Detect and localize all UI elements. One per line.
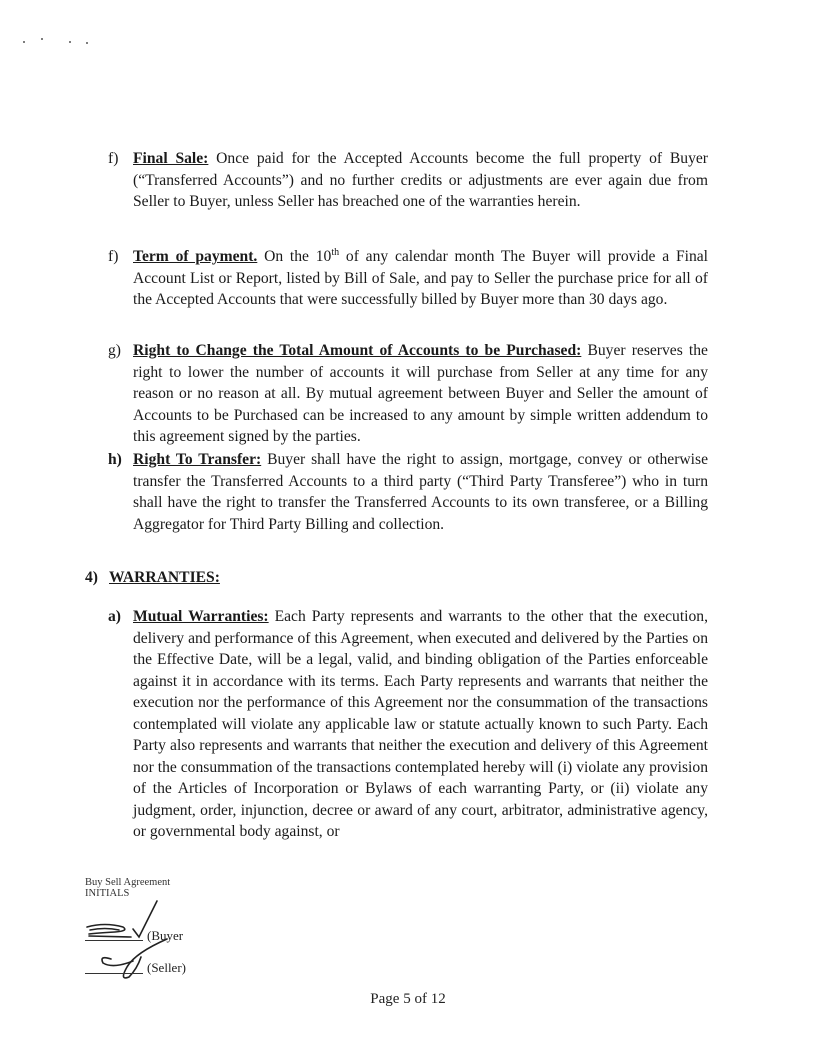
clause-heading: Right To Transfer: [133,451,262,468]
clause-heading: Term of payment. [133,248,258,265]
footer-initials-label: INITIALS [85,888,130,899]
clause-heading: Mutual Warranties: [133,608,269,625]
scan-specks [0,0,200,60]
scan-speck [23,41,25,43]
section-title: WARRANTIES: [109,569,220,586]
buyer-initials-line [85,940,143,941]
clause-mutual-warranties [108,606,708,843]
initials-block [85,897,225,987]
clause-heading: Final Sale: [133,150,209,167]
clause-text: Once paid for the Accepted Accounts become the full property of Buyer (“Transferred Accounts”) and no further credits or adjustments are ever again due from Seller to Buyer, unless Seller has breached one of the warranties herein. [133,150,708,210]
buyer-label: (Buyer [147,928,184,943]
clause-label: f) [108,150,119,167]
clause-label: a) [108,608,121,625]
clause-text: Buyer shall have the right to assign, mortgage, convey or otherwise transfer the Transferred Accounts to a third party (“Third Party Transferee”) who in turn shall have the right to transfer the Transferred Accounts to its own transferee, or a Billing Aggregator for Third Party Billing and collection. [133,451,708,533]
clause-body [133,246,708,311]
clause-text: Buyer reserves the right to lower the number of accounts it will purchase from Seller at any time for any reason or no reason at all. By mutual agreement between Buyer and Seller the amount of Accounts to be Purchased can be increased to any amount by simple written addendum to this agreement signed by the parties. [133,342,708,445]
scan-speck [41,38,43,40]
clause-text: of any calendar month The Buyer will provide a Final Account List or Report, listed by Bill of Sale, and pay to Seller the purchase price for all of the Accepted Accounts that were successfully billed by Buyer more than 30 days ago. [133,248,709,308]
footer-agreement-name: Buy Sell Agreement [85,877,171,888]
clause-heading: Right to Change the Total Amount of Accounts to be Purchased: [133,342,582,359]
section-heading-warranties [85,567,220,589]
clause-body [133,449,708,535]
page-number: Page 5 of 12 [370,991,446,1007]
section-number: 4) [85,569,98,586]
clause-term-of-payment [108,246,708,311]
clause-body [133,148,708,213]
ordinal-suffix: th [331,247,340,258]
seller-label: (Seller) [147,960,186,975]
seller-initials-line [85,973,143,974]
clause-right-to-transfer [108,449,708,535]
clause-label: f) [108,248,119,265]
clause-label: h) [108,451,122,468]
clause-right-to-change [108,340,708,448]
clause-body [133,606,708,843]
clause-final-sale [108,148,708,213]
clause-body [133,340,708,448]
scan-speck [69,41,71,43]
clause-label: g) [108,342,121,359]
scan-speck [86,42,88,44]
clause-text: Each Party represents and warrants to the other that the execution, delivery and performance of this Agreement, when executed and delivered by the Parties on the Effective Date, will be a legal, valid, and binding obligation of the Parties enforceable against it in accordance with its terms. Each Party represents and warrants that neither the execution nor the performance of this Agreement nor the consummation of the transactions contemplated will violate any applicable law or statute actually known to such Party. Each Party also represents and warrants that neither the execution and delivery of this Agreement nor the consummation of the transactions contemplated hereby will (i) violate any provision of the Articles of Incorporation or Bylaws of each warranting Party, or (ii) violate any judgment, order, injunction, decree or award of any court, arbitrator, administrative agency, or governmental body against, or [133,608,709,840]
footer-caption [85,877,170,899]
clause-text-prefix: On the 10 [257,248,332,265]
